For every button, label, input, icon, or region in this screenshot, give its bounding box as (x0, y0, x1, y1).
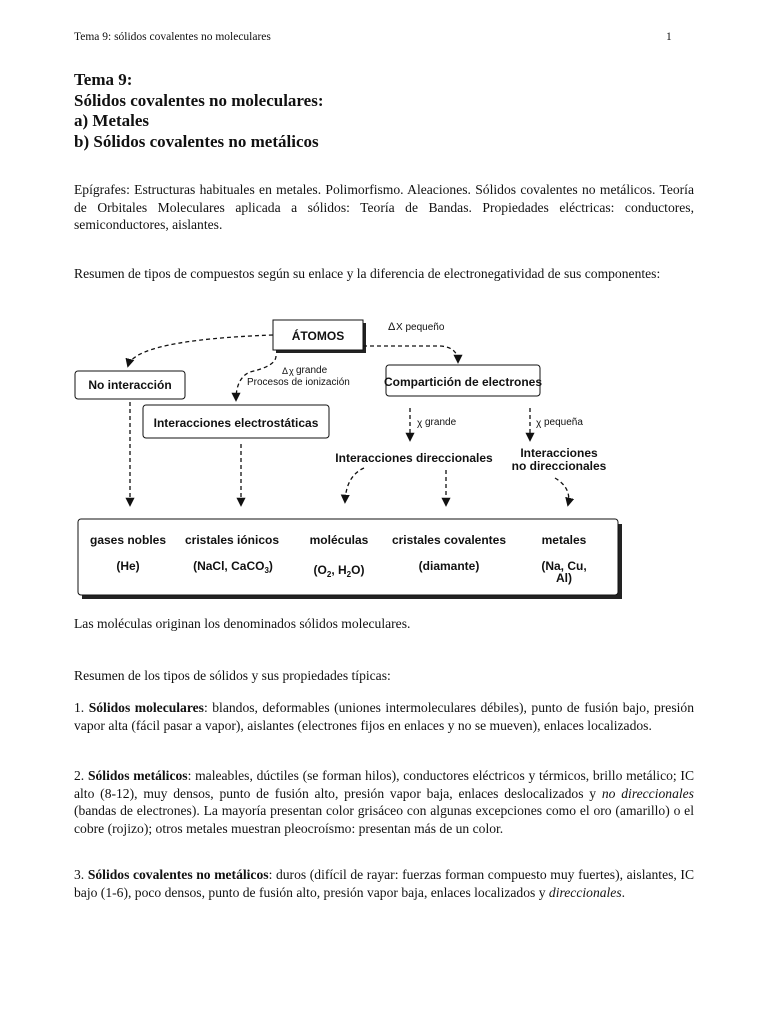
item-2-prefix: 2. (74, 768, 88, 783)
item-1-heading: Sólidos moleculares (88, 700, 204, 715)
moleculas-sub1: 2 (326, 570, 332, 579)
bonding-diagram (0, 310, 768, 610)
item-solidos-covalentes (74, 866, 694, 901)
no-direccionales-label-1: Interacciones (520, 446, 598, 460)
resumen-solidos-paragraph: Resumen de los tipos de sólidos y sus propiedades típicas: (74, 668, 391, 683)
comparticion-label: Compartición de electrones (383, 375, 543, 389)
ionicos-part-b: ) (268, 559, 273, 573)
ionicos-sub: 3 (264, 566, 269, 575)
arrow-atomos-to-comparticion (363, 346, 458, 362)
dx-grande-label: grande (296, 365, 328, 376)
moleculas-part-a: (O (313, 563, 327, 577)
item-solidos-moleculares (74, 699, 694, 734)
arrow-no-direccionales-to-metales (555, 478, 569, 505)
no-interaccion-label: No interacción (88, 378, 172, 392)
no-direccionales-label-2: no direccionales (511, 459, 607, 473)
atomos-label: ÁTOMOS (291, 329, 345, 343)
ionicos-part-a: (NaCl, CaCO (193, 559, 265, 573)
chi-pequena-label: pequeña (544, 417, 583, 428)
item-3-text-a: : duros (difícil de rayar: fuerzas forman compuesto muy fuertes), aislantes, IC bajo (1-6), poco densos, punto de fusión alto, presión vapor baja, enlaces localizados y (74, 867, 695, 900)
item-3-text-b: . (621, 884, 626, 900)
item-2-italic: no direccionales (601, 785, 694, 801)
running-header: Tema 9: sólidos covalentes no moleculares (74, 31, 271, 43)
electrostaticas-label: Interacciones electrostáticas (153, 416, 319, 430)
direccionales-label: Interacciones direccionales (335, 451, 493, 465)
chi-symbol-left: χ (417, 418, 423, 429)
document-title (74, 70, 323, 152)
resumen-intro-paragraph: Resumen de tipos de compuestos según su enlace y la diferencia de electronegatividad de sus componentes: (74, 266, 661, 281)
item-2-heading: Sólidos metálicos (87, 768, 188, 783)
moleculas-paragraph: Las moléculas originan los denominados sólidos moleculares. (74, 616, 411, 631)
epigrafes-paragraph: Epígrafes: Estructuras habituales en metales. Polimorfismo. Aleaciones. Sólidos covalentes no metálicos. Teoría de Orbitales Moleculares aplicada a sólidos: Teoría de Bandas. Propiedades eléctricas: conductores, semiconductores, aislantes. (74, 182, 694, 232)
result-example-metales-1: (Na, Cu, (541, 559, 587, 573)
result-example-covalentes: (diamante) (418, 559, 480, 573)
moleculas-part-b: O) (351, 563, 365, 577)
procesos-ionizacion-label: Procesos de ionización (247, 377, 350, 388)
arrow-direccionales-to-moleculas (345, 468, 364, 502)
item-1-text: : blandos, deformables (uniones intermoleculares débiles), punto de fusión bajo, presión vapor alta (fácil pasar a vapor), aislantes (electrones fijos en enlaces y no se mueven), enlaces localizados. (74, 700, 695, 733)
results-box (78, 519, 618, 595)
arrow-atomos-to-no-interaccion (128, 335, 273, 366)
delta-symbol-grande: Δ (282, 366, 289, 376)
chi-symbol-right: χ (536, 418, 542, 429)
result-example-metales-2: Al) (556, 571, 572, 585)
result-name-moleculas: moléculas (309, 533, 369, 547)
item-2-text-a: : maleables, dúctiles (se forman hilos), conductores eléctricos y térmicos, brillo metálico; IC alto (8-12), muy densos, punto de fusión alto, presión vapor baja, enlaces deslocalizados y (74, 768, 695, 801)
page-number: 1 (666, 31, 672, 43)
item-3-italic: direccionales (548, 884, 622, 900)
moleculas-part-mid: , H (331, 563, 347, 577)
result-example-moleculas (314, 563, 365, 579)
result-name-gases: gases nobles (89, 533, 167, 547)
chi-grande-label: grande (425, 417, 457, 428)
result-name-ionicos: cristales iónicos (184, 533, 280, 547)
title-line-3: a) Metales (74, 111, 150, 130)
title-line-4: b) Sólidos covalentes no metálicos (74, 131, 319, 151)
item-3-prefix: 3. (74, 867, 88, 882)
result-example-gases: (He) (116, 559, 140, 573)
title-line-1: Tema 9: (74, 70, 133, 89)
dx-small-label: X pequeño (396, 322, 445, 333)
result-name-covalentes: cristales covalentes (391, 533, 507, 547)
title-line-2: Sólidos covalentes no moleculares: (74, 90, 324, 110)
item-2-text-b: (bandas de electrones). La mayoría presentan color grisáceo con algunas excepciones como el oro (amarillo) o el cobre (rojizo); otros metales muestran pleocroísmo: presentan más de un color. (74, 803, 694, 836)
chi-symbol-grande: χ (289, 366, 294, 376)
item-1-prefix: 1. (74, 700, 89, 715)
result-name-metales: metales (541, 533, 587, 547)
delta-symbol-small: Δ (388, 321, 396, 333)
item-solidos-metalicos (74, 767, 694, 837)
item-3-heading: Sólidos covalentes no metálicos (87, 867, 269, 882)
moleculas-sub2: 2 (346, 570, 352, 579)
result-example-ionicos (193, 559, 273, 575)
